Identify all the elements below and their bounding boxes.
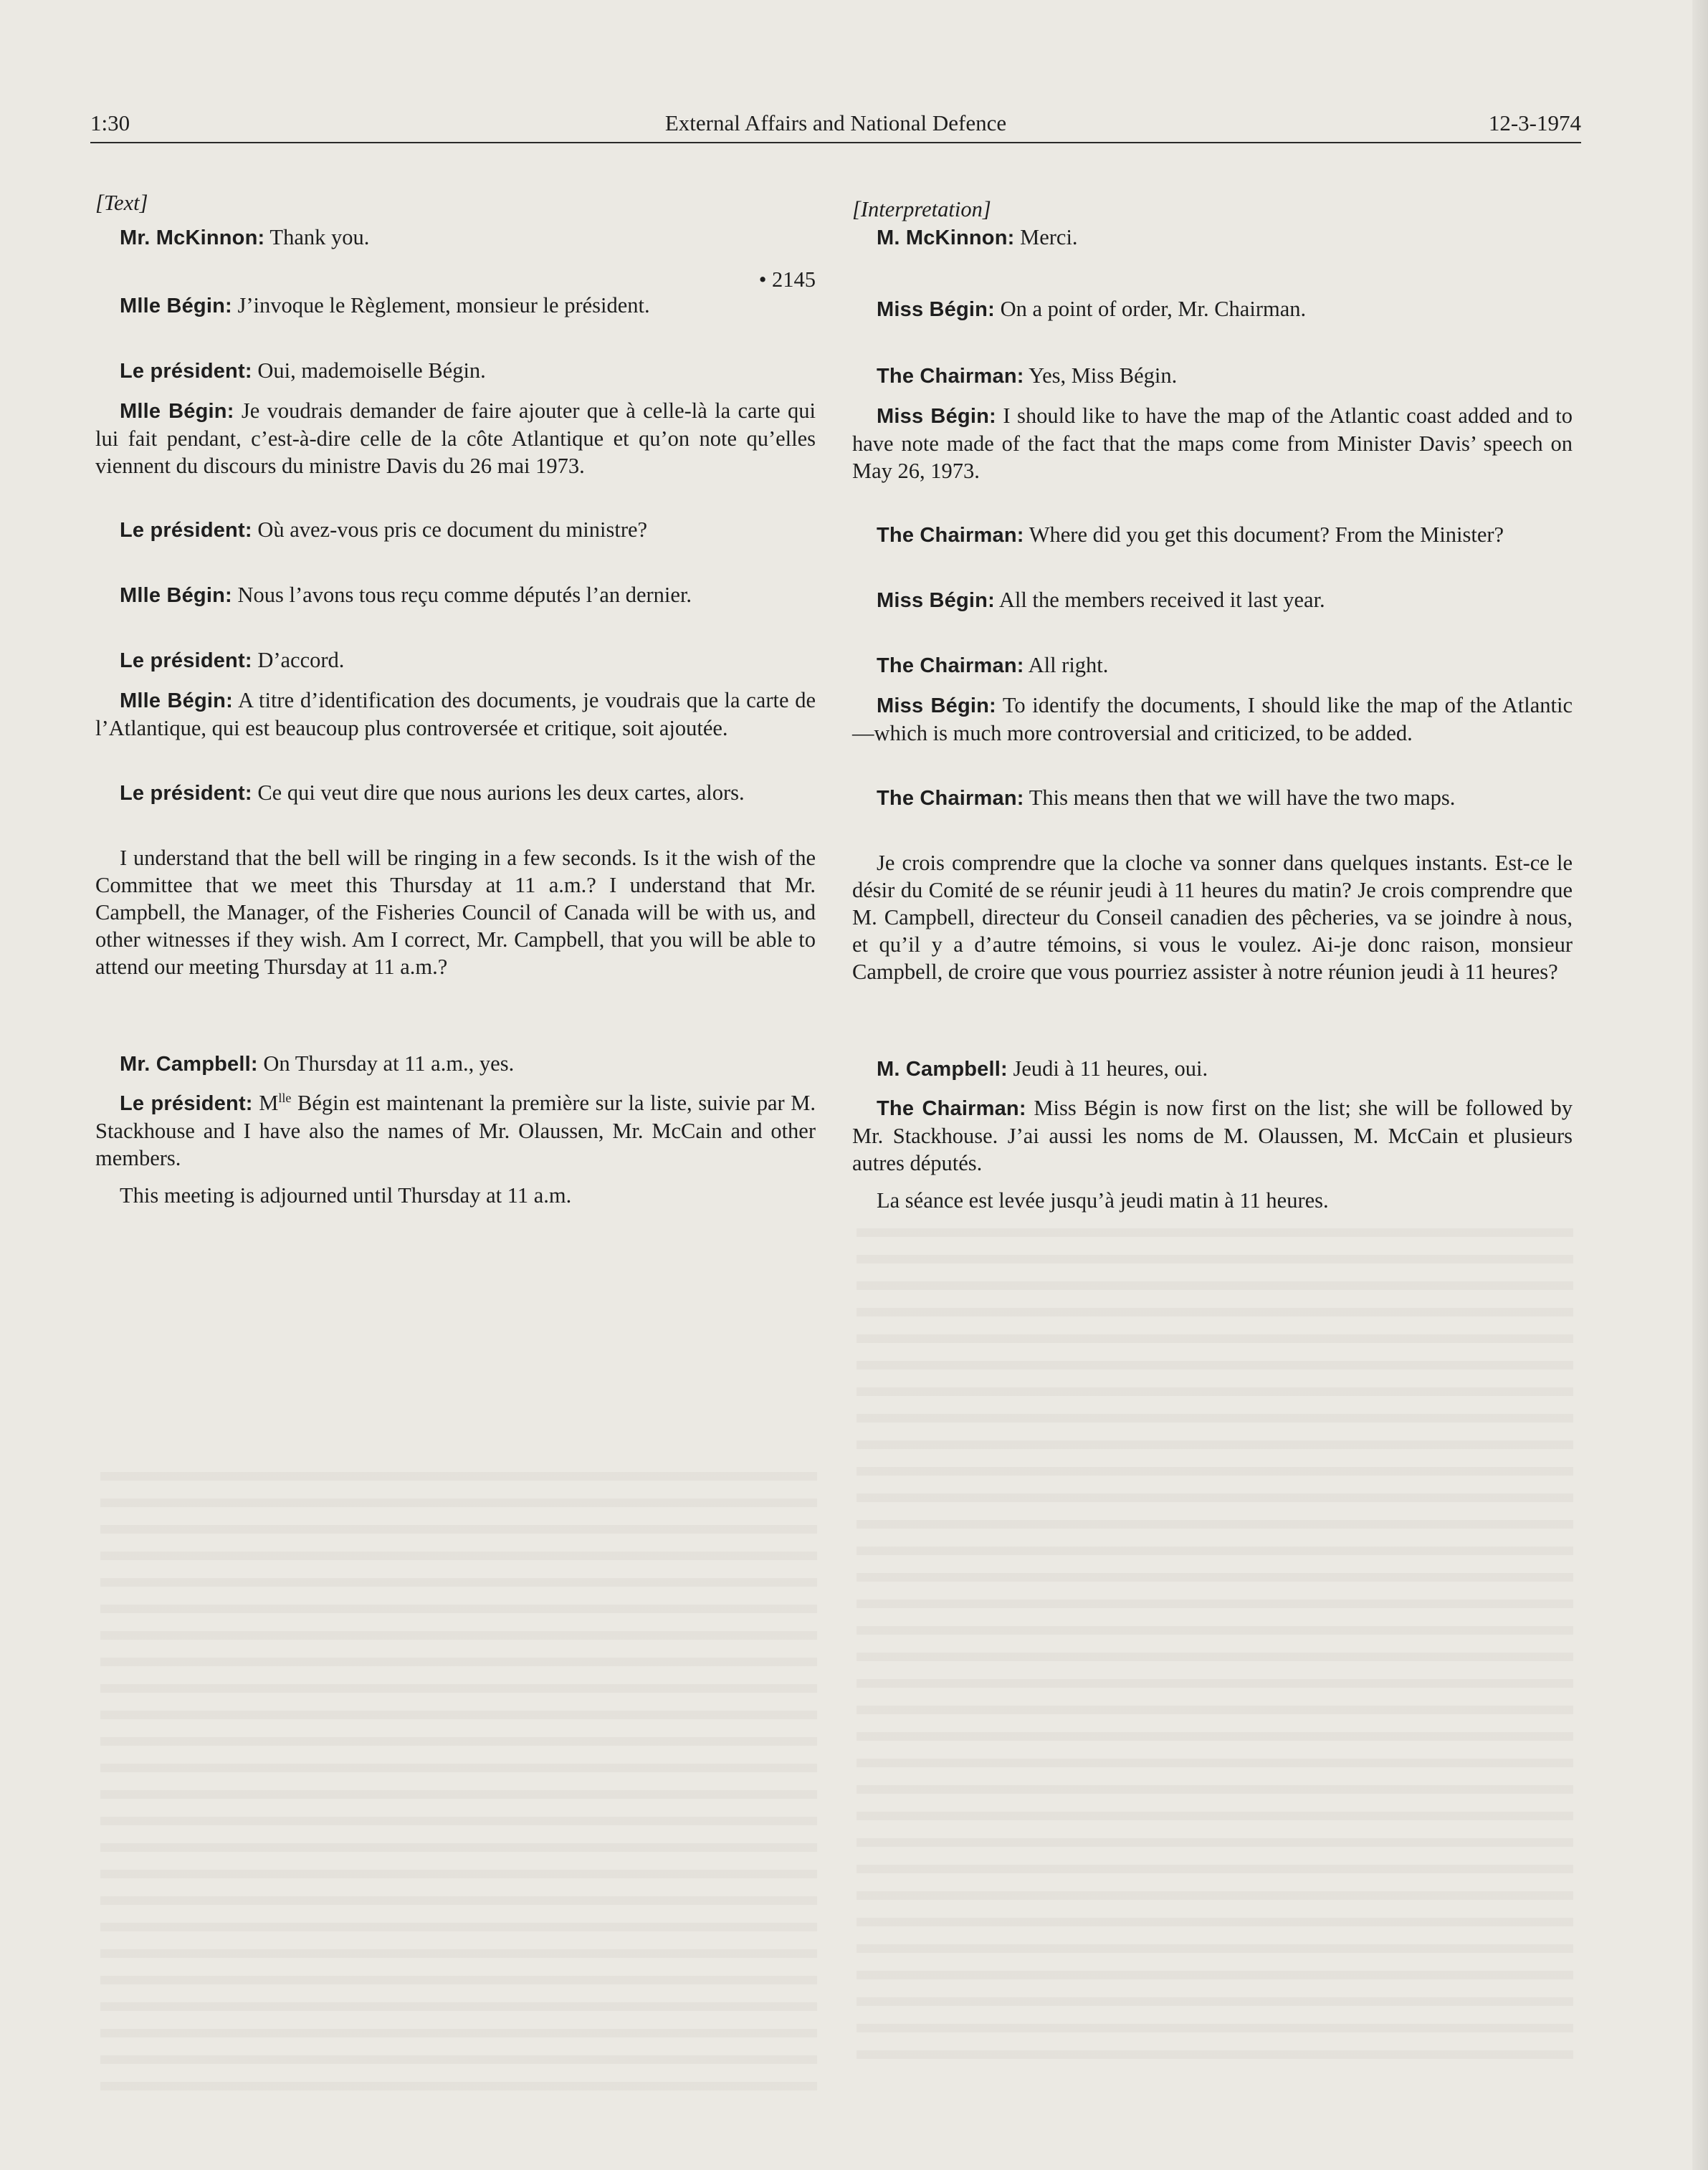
left-paragraph-12 (95, 1089, 816, 1172)
publication-title: External Affairs and National Defence (664, 110, 1007, 135)
left-paragraph-11 (95, 1050, 816, 1078)
right-paragraph-4 (852, 402, 1573, 484)
page-number: 1:30 (90, 110, 130, 135)
speaker-name: Le président: (120, 649, 252, 672)
right-paragraph-7 (852, 651, 1573, 679)
speaker-name: Mlle Bégin: (120, 295, 232, 317)
paragraph-text: Oui, mademoiselle Bégin. (252, 358, 486, 383)
speaker-name: The Chairman: (877, 787, 1024, 810)
speaker-name: Mlle Bégin: (120, 689, 233, 712)
right-paragraph-3 (852, 362, 1573, 390)
bleed-through-left (100, 1462, 817, 2093)
speaker-name: Mr. Campbell: (120, 1053, 258, 1076)
speaker-name: M. McKinnon: (877, 226, 1015, 249)
paragraph-text: Je voudrais demander de faire ajouter que à celle-là la carte qui lui fait pendant, c’est-à-dire celle de la côte Atlantique et qu’on note qu’elles viennent du discours du ministre Davis du 26 mai 1973. (95, 398, 816, 478)
speaker-name: Le président: (120, 519, 252, 542)
paragraph-text: Yes, Miss Bégin. (1024, 363, 1178, 388)
speaker-name: The Chairman: (877, 365, 1024, 388)
speaker-name: Mlle Bégin: (120, 400, 234, 423)
paragraph-text: This means then that we will have the two maps. (1024, 785, 1456, 810)
left-paragraph-3 (95, 357, 816, 385)
right-paragraph-6 (852, 586, 1573, 614)
header-rule (90, 142, 1581, 143)
left-paragraph-2 (95, 292, 816, 320)
speaker-name: Miss Bégin: (877, 405, 996, 428)
left-paragraph-1 (95, 224, 816, 252)
speaker-name: Miss Bégin: (877, 298, 995, 321)
paragraph-text: On a point of order, Mr. Chairman. (994, 297, 1307, 321)
paragraph-text: J’invoque le Règlement, monsieur le président. (232, 293, 650, 317)
speaker-name: The Chairman: (877, 1097, 1026, 1120)
speaker-name: Le président: (120, 1092, 253, 1115)
left-paragraph-9 (95, 779, 816, 807)
right-paragraph-5 (852, 521, 1573, 549)
speaker-name: The Chairman: (877, 654, 1024, 677)
right-paragraph-10: Je crois comprendre que la cloche va sonner dans quelques instants. Est-ce le désir du Comité de se réunir jeudi à 11 heures du matin? Je crois comprendre que M. Campbell, directeur du Conseil canadien des pêcheries, va se joindre à nous, et qu’il y a d’autre témoins, si vous le voulez. Ai-je donc raison, monsieur Campbell, de croire que vous pourriez assister à notre réunion jeudi à 11 heures? (852, 851, 1573, 984)
speaker-name: Miss Bégin: (877, 589, 995, 612)
paragraph-text: Where did you get this document? From the Minister? (1024, 522, 1504, 547)
left-paragraph-6 (95, 581, 816, 609)
page-edge-shadow (1692, 0, 1708, 2170)
speaker-name: Le président: (120, 782, 252, 805)
paragraph-text: On Thursday at 11 a.m., yes. (257, 1051, 515, 1076)
paragraph-text: All right. (1024, 653, 1109, 677)
speaker-name: The Chairman: (877, 524, 1024, 547)
speaker-name: M. Campbell: (877, 1058, 1008, 1081)
paragraph-text: Jeudi à 11 heures, oui. (1007, 1056, 1208, 1081)
section-label-text: [Text] (95, 191, 148, 215)
paragraph-text: Bégin est maintenant la première sur la liste, suivie par M. Stackhouse and I have also the names of Mr. Olaussen, Mr. McCain and other members. (95, 1091, 816, 1170)
section-label-text: [Interpretation] (852, 197, 991, 221)
right-paragraph-11 (852, 1055, 1573, 1083)
paragraph-text: Thank you. (264, 225, 370, 249)
left-paragraph-13: This meeting is adjourned until Thursday at 11 a.m. (120, 1183, 572, 1208)
paragraph-text: To identify the documents, I should like the map of the Atlantic—which is much more controversial and criticized, to be added. (852, 693, 1573, 745)
superscript-text: lle (278, 1090, 292, 1105)
paragraph-text: Où avez-vous pris ce document du ministre? (252, 517, 648, 542)
speaker-name: Mr. McKinnon: (120, 226, 265, 249)
left-paragraph-8 (95, 687, 816, 742)
speaker-name: Le président: (120, 360, 252, 383)
left-paragraph-7 (95, 646, 816, 674)
right-paragraph-8 (852, 692, 1573, 747)
paragraph-text: Nous l’avons tous reçu comme députés l’an dernier. (232, 583, 692, 607)
right-paragraph-2 (852, 295, 1573, 323)
time-marker: • 2145 (758, 267, 816, 292)
bleed-through-right (857, 1218, 1573, 2064)
paragraph-text: Miss Bégin is now first on the list; she will be followed by Mr. Stackhouse. J’ai aussi les noms de M. Olaussen, M. McCain et plusieurs autres députés. (852, 1096, 1573, 1175)
paragraph-text: All the members received it last year. (994, 588, 1325, 612)
paragraph-text: Merci. (1014, 225, 1078, 249)
left-paragraph-4 (95, 397, 816, 479)
right-paragraph-9 (852, 784, 1573, 812)
speaker-name: Mlle Bégin: (120, 584, 232, 607)
left-paragraph-10: I understand that the bell will be ringing in a few seconds. Is it the wish of the Committee that we meet this Thursday at 11 a.m.? I understand that Mr. Campbell, the Manager, of the Fisheries Council of Canada will be with us, and other witnesses if they wish. Am I correct, Mr. Campbell, that you will be able to attend our meeting Thursday at 11 a.m.? (95, 846, 816, 979)
left-paragraph-5 (95, 516, 816, 544)
paragraph-text: I should like to have the map of the Atlantic coast added and to have note made of the fact that the maps come from Minister Davis’ speech on May 26, 1973. (852, 403, 1573, 483)
paragraph-text: M (252, 1091, 279, 1115)
page-date: 12-3-1974 (1488, 110, 1581, 135)
right-paragraph-1 (852, 224, 1573, 252)
paragraph-text: D’accord. (252, 648, 345, 672)
paragraph-text: Ce qui veut dire que nous aurions les deux cartes, alors. (252, 780, 745, 805)
paragraph-text: A titre d’identification des documents, je voudrais que la carte de l’Atlantique, qui est beaucoup plus controversée et critique, soit ajoutée. (95, 688, 816, 740)
speaker-name: Miss Bégin: (877, 694, 996, 717)
right-paragraph-12 (852, 1094, 1573, 1177)
right-paragraph-13: La séance est levée jusqu’à jeudi matin à 11 heures. (877, 1188, 1329, 1213)
page-header (90, 105, 1581, 140)
